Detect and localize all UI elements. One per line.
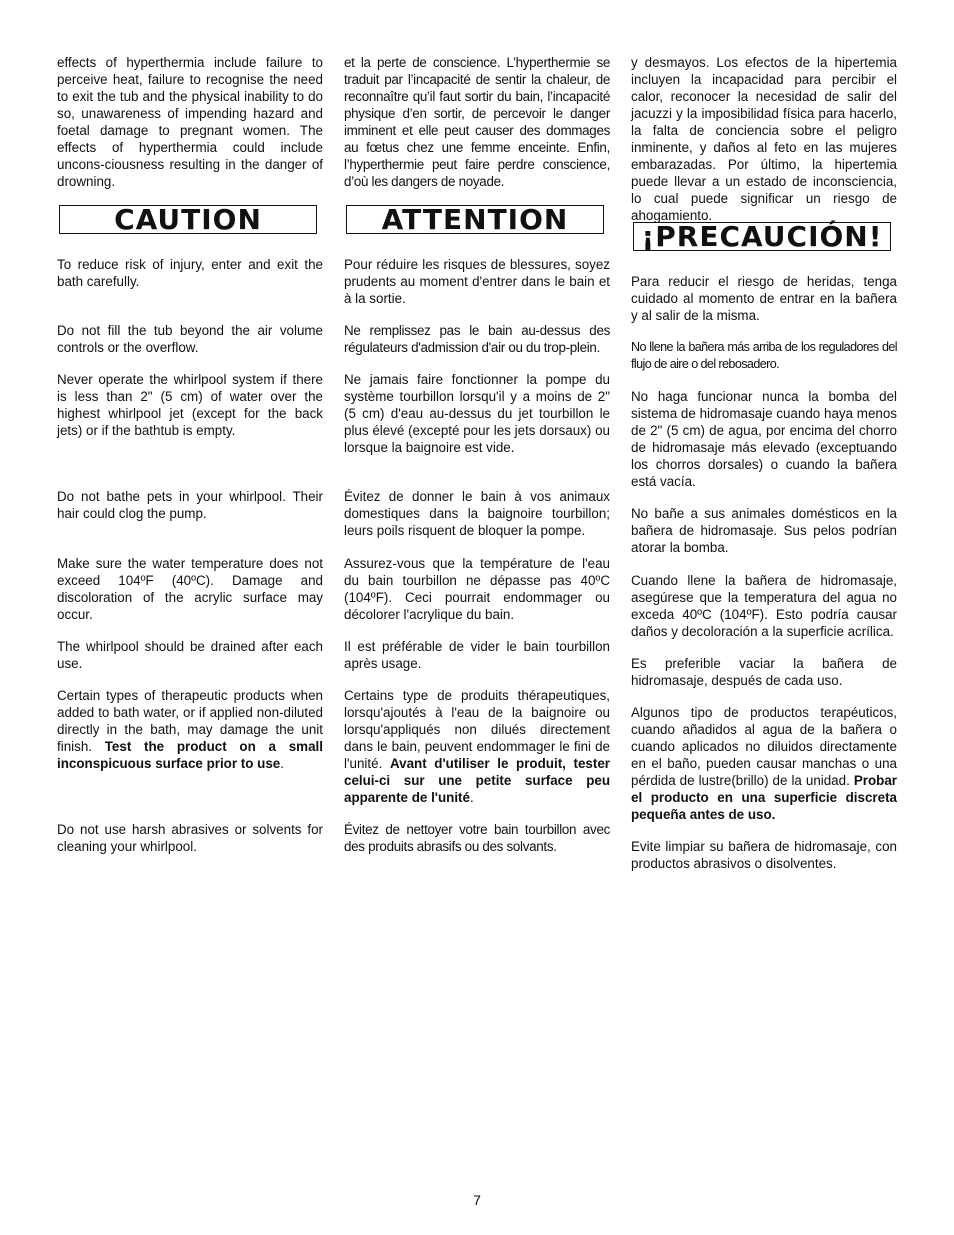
paragraph-drain: Es preferible vaciar la bañera de hidromasaje, después de cada uso. (631, 656, 897, 688)
paragraph-abrasives: Do not use harsh abrasives or solvents for cleaning your whirlpool. (57, 822, 323, 854)
paragraph-fill-level: Do not fill the tub beyond the air volume controls or the overflow. (57, 323, 323, 355)
paragraph-temperature: Assurez-vous que la température de l'eau du bain tourbillon ne dépasse pas 40ºC (104ºF). Ceci pourrait endommager ou décolorer l'acrylique du bain. (344, 556, 610, 622)
paragraph-enter-exit: Para reducir el riesgo de heridas, tenga cuidado al momento de entrar en la bañera y al salir de la misma. (631, 274, 897, 323)
intro-paragraph: et la perte de conscience. L’hyperthermie se traduit par l’incapacité de sentir la chaleur, de reconnaître qu’il faut sortir du bain, l’incapacité physique d’en sortir, de percevoir le danger imminent et elle peut causer des dommages au fœtus chez une femme enceinte. Enfin, l’hyperthermie peut faire perdre conscience, d’où les dangers de noyade. (344, 55, 610, 189)
paragraph-enter-exit: To reduce risk of injury, enter and exit the bath carefully. (57, 257, 323, 289)
paragraph-drain: Il est préférable de vider le bain tourbillon après usage. (344, 639, 610, 671)
paragraph-therapeutic: Certain types of therapeutic products when added to bath water, or if applied non-diluted directly in the bath, may damage the unit finish. Test the product on a small inconspicuous surface prior to use. (57, 688, 323, 771)
paragraph-pets: No bañe a sus animales domésticos en la bañera de hidromasaje. Sus pelos podrían atorar la bomba. (631, 506, 897, 555)
paragraph-drain: The whirlpool should be drained after each use. (57, 639, 323, 671)
precaucion-banner: ¡PRECAUCIÓN! (633, 222, 891, 251)
paragraph-fill-level: Ne remplissez pas le bain au-dessus des régulateurs d'admission d'air ou du trop-plein. (344, 323, 610, 355)
paragraph-temperature: Cuando llene la bañera de hidromasaje, asegúrese que la temperatura del agua no exceda 40ºC (104ºF). Esto podría causar daños y decoloración a la superficie acrílica. (631, 573, 897, 639)
intro-paragraph: y desmayos. Los efectos de la hipertemia incluyen la incapacidad para percibir el calor, reconocer la necesidad de salir del jacuzzi y la imposibilidad física para hacerlo, la falta de conciencia sobre el peligro inminente, y daños al feto en las mujeres embarazadas. Por último, la hipertemia puede llevar a un estado de inconsciencia, lo cual puede significar un riesgo de ahogamiento. (631, 55, 897, 223)
paragraph-temperature: Make sure the water temperature does not exceed 104ºF (40ºC). Damage and discoloration of the acrylic surface may occur. (57, 556, 323, 622)
paragraph-fill-level: No llene la bañera más arriba de los reguladores del flujo de aire o del rebosadero. (631, 340, 897, 371)
paragraph-therapeutic: Algunos tipo de productos terapéuticos, cuando añadidos al agua de la bañera o cuando aplicados no diluidos directamente en el baño, pueden causar manchas o una pérdida de lustre(brillo) de la unidad. Probar el producto en una superficie discreta pequeña antes de uso. (631, 705, 897, 822)
paragraph-abrasives: Evite limpiar su bañera de hidromasaje, con productos abrasivos o disolventes. (631, 839, 897, 871)
paragraph-operate-jets: Ne jamais faire fonctionner la pompe du système tourbillon lorsqu'il y a moins de 2" (5 cm) d'eau au-dessus du jet tourbillon le plus élevé (excepté pour les jets dorsaux) ou lorsque la baignoire est vide. (344, 372, 610, 455)
paragraph-abrasives: Évitez de nettoyer votre bain tourbillon avec des produits abrasifs ou des solvants. (344, 822, 610, 854)
paragraph-pets: Do not bathe pets in your whirlpool. Their hair could clog the pump. (57, 489, 323, 521)
paragraph-operate-jets: Never operate the whirlpool system if there is less than 2" (5 cm) of water over the highest whirlpool jet (except for the back jets) or if the bathtub is empty. (57, 372, 323, 438)
attention-banner: ATTENTION (346, 205, 604, 234)
paragraph-pets: Évitez de donner le bain à vos animaux domestiques dans la baignoire tourbillon; leurs poils risquent de bloquer la pompe. (344, 489, 610, 538)
paragraph-enter-exit: Pour réduire les risques de blessures, soyez prudents au moment d'entrer dans le bain et à la sortie. (344, 257, 610, 306)
page-number: 7 (473, 1192, 481, 1208)
paragraph-therapeutic: Certains type de produits thérapeutiques, lorsqu'ajoutés à l'eau de la baignoire ou lorsqu'appliqués non dilués directement dans le bain, peuvent endommager le fini de l'unité. Avant d'utiliser le produit, tester celui-ci sur une petite surface peu apparente de l'unité. (344, 688, 610, 805)
intro-paragraph: effects of hyperthermia include failure to perceive heat, failure to recognise the need to exit the tub and the physical inability to do so, unawareness of impending hazard and foetal damage to pregnant women. The effects of hyperthermia could include uncons-ciousness resulting in the danger of drowning. (57, 55, 323, 189)
caution-banner: CAUTION (59, 205, 317, 234)
paragraph-operate-jets: No haga funcionar nunca la bomba del sistema de hidromasaje cuando haya menos de 2" (5 cm) de agua, por encima del chorro de hidromasaje más elevado (exceptuando los chorros dorsales) o cuando la bañera está vacía. (631, 389, 897, 489)
